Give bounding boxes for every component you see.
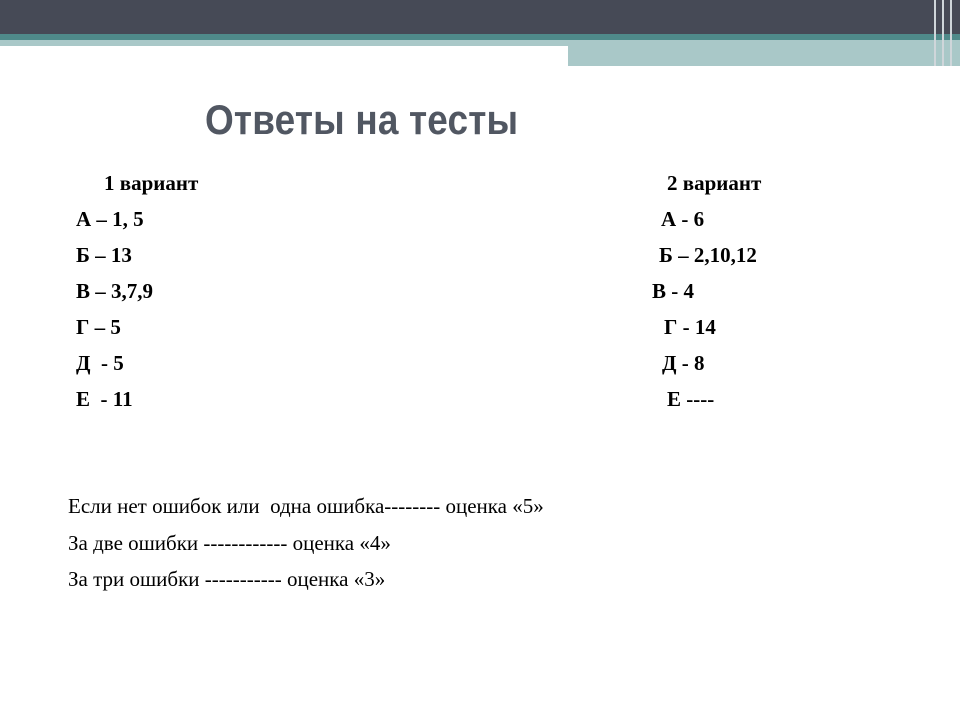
- header-bar: [0, 0, 960, 34]
- variant2-answer: Б – 2,10,12: [659, 243, 757, 267]
- variant2-answer: Д - 8: [662, 351, 705, 375]
- decor-line: [942, 0, 944, 66]
- slide-title: Ответы на тесты: [205, 96, 519, 143]
- variant1-answer: Д - 5: [76, 351, 124, 375]
- variant1-answer: Г – 5: [76, 315, 121, 339]
- variant2-answer: В - 4: [652, 279, 694, 303]
- accent-strip-light: [0, 40, 568, 46]
- decor-line: [934, 0, 936, 66]
- decor-line: [950, 0, 952, 66]
- variant1-answer: Б – 13: [76, 243, 132, 267]
- variant2-answer: А - 6: [661, 207, 705, 231]
- grading-rule: Если нет ошибок или одна ошибка-------- оценка «5»: [68, 494, 544, 518]
- accent-block-right: [568, 40, 960, 66]
- variant1-answer: В – 3,7,9: [76, 279, 154, 303]
- variant1-heading: 1 вариант: [104, 171, 199, 195]
- variant1-answer: Е - 11: [76, 387, 133, 411]
- variant2-answer: Е ----: [667, 387, 715, 411]
- grading-rule: За две ошибки ------------ оценка «4»: [68, 531, 391, 555]
- variant1-answer: А – 1, 5: [76, 207, 144, 231]
- variant2-heading: 2 вариант: [667, 171, 762, 195]
- grading-rule: За три ошибки ----------- оценка «3»: [68, 567, 386, 591]
- variant2-answer: Г - 14: [664, 315, 716, 339]
